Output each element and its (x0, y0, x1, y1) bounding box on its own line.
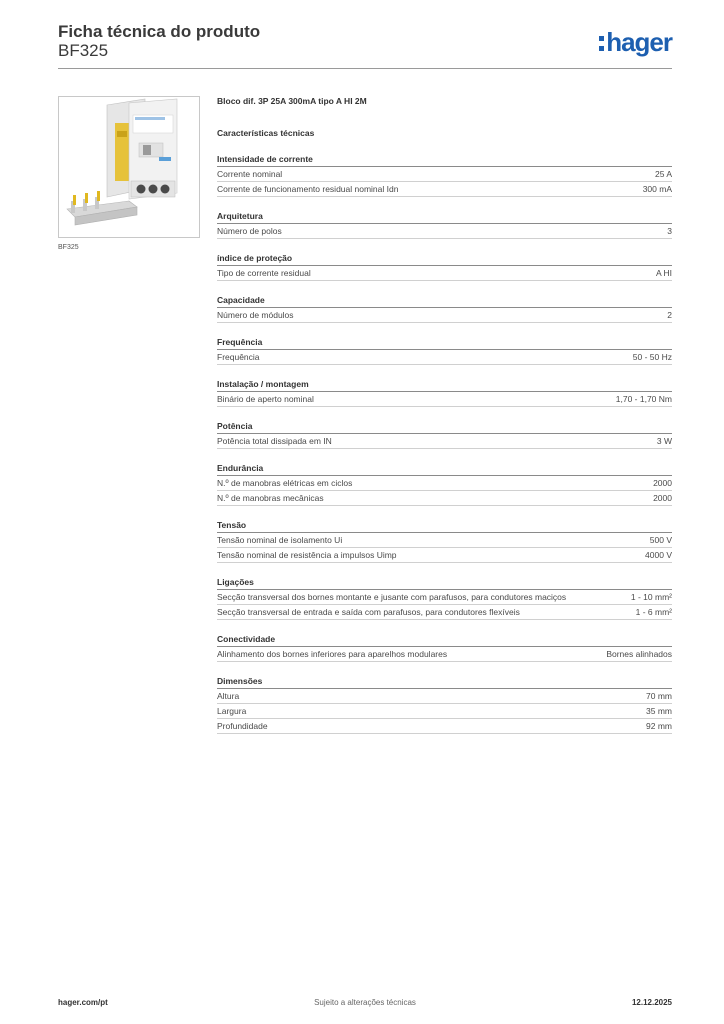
spec-row (217, 476, 672, 491)
spec-label: Largura (217, 706, 247, 716)
spec-section (217, 634, 672, 662)
spec-value: 1 - 6 mm² (635, 607, 672, 617)
spec-value: 25 A (654, 169, 672, 179)
section-title: Dimensões (217, 676, 672, 689)
spec-row (217, 308, 672, 323)
product-illustration (59, 97, 199, 237)
spec-section (217, 520, 672, 563)
spec-row (217, 167, 672, 182)
spec-row (217, 266, 672, 281)
spec-label: Tensão nominal de resistência a impulsos Uimp (217, 550, 397, 560)
spec-label: Número de módulos (217, 310, 294, 320)
spec-heading: Características técnicas (217, 128, 315, 138)
spec-label: Corrente de funcionamento residual nominal Idn (217, 184, 399, 194)
spec-content (217, 96, 672, 734)
spec-value: 92 mm (646, 721, 672, 731)
spec-label: Binário de aperto nominal (217, 394, 314, 404)
spec-row (217, 182, 672, 197)
section-title: Instalação / montagem (217, 379, 672, 392)
spec-label: Tipo de corrente residual (217, 268, 311, 278)
spec-value: 500 V (649, 535, 672, 545)
spec-row (217, 434, 672, 449)
spec-row (217, 590, 672, 605)
spec-label: Altura (217, 691, 240, 701)
section-title: Endurância (217, 463, 672, 476)
spec-value: A HI (655, 268, 672, 278)
spec-value: 1,70 - 1,70 Nm (615, 394, 672, 404)
spec-value: 300 mA (642, 184, 672, 194)
section-title: Potência (217, 421, 672, 434)
spec-row (217, 224, 672, 239)
spec-value: 3 W (656, 436, 672, 446)
spec-label: N.º de manobras mecânicas (217, 493, 324, 503)
spec-section (217, 421, 672, 449)
spec-value: 3 (667, 226, 672, 236)
section-title: Conectividade (217, 634, 672, 647)
section-title: Frequência (217, 337, 672, 350)
spec-row (217, 704, 672, 719)
page-footer (58, 998, 672, 1010)
logo-text: hager (606, 27, 672, 57)
spec-label: Profundidade (217, 721, 268, 731)
spec-value: Bornes alinhados (606, 649, 672, 659)
spec-section (217, 253, 672, 281)
spec-value: 50 - 50 Hz (632, 352, 672, 362)
spec-label: N.º de manobras elétricas em ciclos (217, 478, 353, 488)
footer-website-link[interactable]: hager.com/pt (58, 998, 108, 1007)
page-header (58, 20, 672, 70)
section-title: Arquitetura (217, 211, 672, 224)
spec-row (217, 491, 672, 506)
spec-label: Potência total dissipada em IN (217, 436, 332, 446)
spec-section (217, 154, 672, 197)
spec-row (217, 689, 672, 704)
spec-label: Alinhamento dos bornes inferiores para aparelhos modulares (217, 649, 448, 659)
spec-section (217, 211, 672, 239)
spec-section (217, 676, 672, 734)
spec-section (217, 577, 672, 620)
spec-value: 2000 (653, 493, 672, 503)
hager-logo[interactable] (599, 28, 672, 56)
spec-label: Secção transversal dos bornes montante e jusante com parafusos, para condutores maciços (217, 592, 567, 602)
spec-label: Tensão nominal de isolamento Ui (217, 535, 343, 545)
spec-row (217, 605, 672, 620)
spec-row (217, 719, 672, 734)
spec-value: 2000 (653, 478, 672, 488)
spec-value: 2 (667, 310, 672, 320)
section-title: índice de proteção (217, 253, 672, 266)
spec-label: Número de polos (217, 226, 282, 236)
header-divider (58, 68, 672, 69)
spec-section (217, 295, 672, 323)
spec-section (217, 463, 672, 506)
spec-label: Frequência (217, 352, 260, 362)
footer-date: 12.12.2025 (631, 998, 672, 1007)
spec-sections (217, 154, 672, 734)
spec-row (217, 350, 672, 365)
spec-value: 70 mm (646, 691, 672, 701)
section-title: Capacidade (217, 295, 672, 308)
section-title: Ligações (217, 577, 672, 590)
product-image (58, 96, 200, 238)
spec-label: Secção transversal de entrada e saída com parafusos, para condutores flexíveis (217, 607, 520, 617)
logo-mark-icon (599, 36, 604, 51)
spec-row (217, 548, 672, 563)
footer-disclaimer: Sujeito a alterações técnicas (314, 998, 416, 1007)
image-caption: BF325 (58, 244, 79, 251)
spec-value: 35 mm (646, 706, 672, 716)
spec-row (217, 647, 672, 662)
spec-label: Corrente nominal (217, 169, 283, 179)
page-title: Ficha técnica do produto (58, 22, 261, 41)
section-title: Tensão (217, 520, 672, 533)
spec-value: 4000 V (645, 550, 672, 560)
spec-section (217, 379, 672, 407)
spec-value: 1 - 10 mm² (630, 592, 672, 602)
spec-row (217, 392, 672, 407)
spec-row (217, 533, 672, 548)
spec-section (217, 337, 672, 365)
product-reference: BF325 (58, 41, 109, 60)
section-title: Intensidade de corrente (217, 154, 672, 167)
product-name: Bloco dif. 3P 25A 300mA tipo A HI 2M (217, 96, 367, 106)
